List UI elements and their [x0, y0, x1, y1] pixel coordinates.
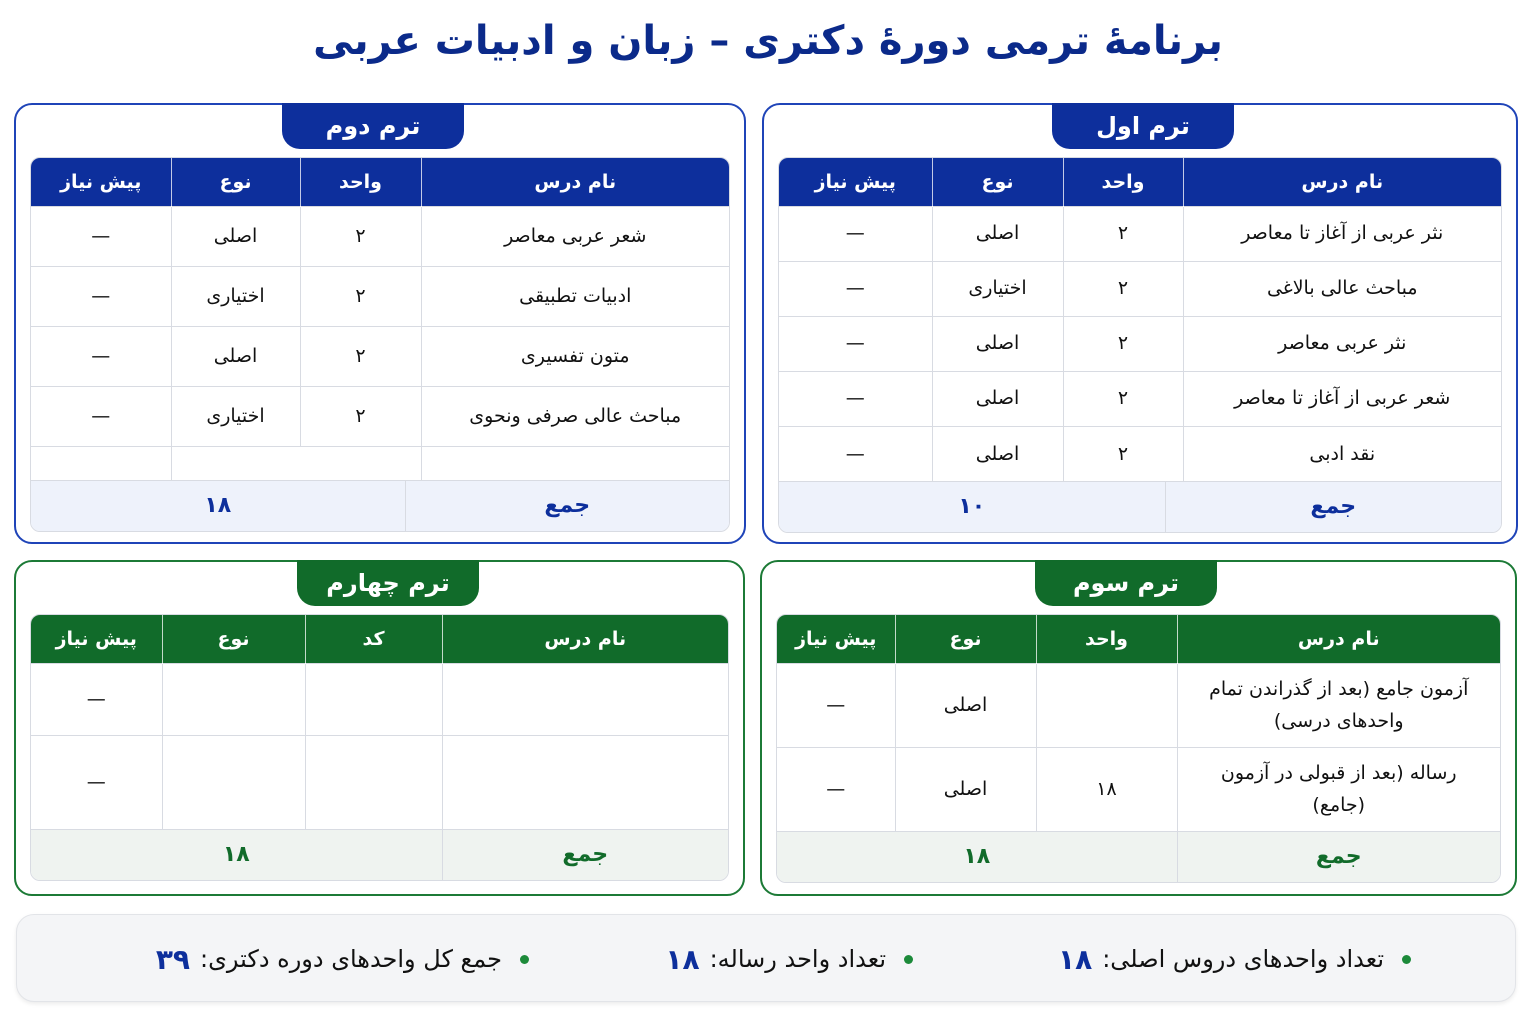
summary-core-label: تعداد واحدهای دروس اصلی: [1102, 945, 1384, 973]
table-row [777, 663, 1500, 747]
total-value: ۱۸ [777, 832, 1177, 882]
term-2-table [30, 157, 730, 532]
total-label: جمع [1177, 832, 1500, 882]
course-units [1036, 663, 1177, 747]
col-header-units: واحد [300, 158, 421, 206]
summary-core-units [1058, 915, 1411, 1003]
course-units: ۲ [300, 386, 421, 446]
col-header-course-name: نام درس [1183, 158, 1501, 206]
term-3-table [776, 614, 1501, 883]
summary-bar [16, 914, 1516, 1002]
course-prerequisite: — [777, 747, 895, 831]
col-header-units: واحد [1036, 615, 1177, 663]
total-value: ۱۸ [31, 481, 405, 531]
course-name: نقد ادبی [1183, 426, 1501, 481]
table-row-empty [31, 446, 729, 480]
col-header-course-name: نام درس [1177, 615, 1500, 663]
course-units: ۲ [1063, 206, 1183, 261]
summary-thesis-units [665, 915, 913, 1003]
course-units: ۲ [1063, 426, 1183, 481]
course-type [162, 735, 305, 829]
term-4-table [30, 614, 729, 881]
course-name: مباحث عالی بالاغی [1183, 261, 1501, 316]
course-type: اصلی [895, 747, 1036, 831]
course-prerequisite: — [31, 266, 171, 326]
course-prerequisite: — [31, 735, 162, 829]
term-2-card [14, 103, 746, 544]
term-1-card [762, 103, 1518, 544]
total-value: ۱۸ [31, 830, 442, 880]
course-type: اختیاری [171, 266, 300, 326]
course-type: اصلی [171, 206, 300, 266]
total-value: ۱۰ [779, 482, 1165, 532]
summary-total-value: ۳۹ [155, 942, 191, 976]
col-header-type: نوع [932, 158, 1063, 206]
course-units: ۲ [1063, 261, 1183, 316]
course-type: اصلی [932, 316, 1063, 371]
col-header-type: نوع [162, 615, 305, 663]
term-1-table [778, 157, 1502, 533]
course-type: اختیاری [171, 386, 300, 446]
course-prerequisite: — [779, 261, 932, 316]
col-header-type: نوع [895, 615, 1036, 663]
term-4-card [14, 560, 745, 896]
term-1-tab: ترم اول [1052, 103, 1234, 149]
col-header-units: واحد [1063, 158, 1183, 206]
summary-total-label: جمع کل واحدهای دوره دکتری: [200, 945, 502, 973]
course-prerequisite: — [779, 316, 932, 371]
table-row [31, 206, 729, 266]
col-header-code: کد [305, 615, 442, 663]
table-row [779, 206, 1501, 261]
table-row [779, 316, 1501, 371]
summary-thesis-value: ۱۸ [665, 942, 700, 976]
course-code [305, 663, 442, 735]
table-row [779, 426, 1501, 481]
col-header-prerequisite: پیش نیاز [31, 158, 171, 206]
summary-core-value: ۱۸ [1058, 942, 1093, 976]
course-name: آزمون جامع (بعد از گذراندن تمام واحدهای درسی) [1177, 663, 1500, 747]
term-2-tab: ترم دوم [282, 103, 464, 149]
course-prerequisite: — [31, 663, 162, 735]
course-code [305, 735, 442, 829]
course-units: ۲ [1063, 316, 1183, 371]
course-units: ۱۸ [1036, 747, 1177, 831]
course-prerequisite: — [31, 326, 171, 386]
course-name: نثر عربی از آغاز تا معاصر [1183, 206, 1501, 261]
course-prerequisite: — [779, 371, 932, 426]
col-header-prerequisite: پیش نیاز [777, 615, 895, 663]
course-name: ادبیات تطبیقی [421, 266, 729, 326]
course-name: شعر عربی از آغاز تا معاصر [1183, 371, 1501, 426]
total-label: جمع [442, 830, 728, 880]
course-name: شعر عربی معاصر [421, 206, 729, 266]
table-row [31, 735, 728, 829]
col-header-course-name: نام درس [442, 615, 728, 663]
summary-thesis-label: تعداد واحد رساله: [709, 945, 886, 973]
table-row [779, 261, 1501, 316]
total-label: جمع [1165, 482, 1501, 532]
course-prerequisite: — [779, 206, 932, 261]
course-type: اصلی [895, 663, 1036, 747]
course-name [442, 735, 728, 829]
course-type: اصلی [932, 426, 1063, 481]
course-units: ۲ [300, 206, 421, 266]
table-row [31, 326, 729, 386]
course-type: اصلی [932, 206, 1063, 261]
course-prerequisite: — [31, 206, 171, 266]
course-type: اصلی [171, 326, 300, 386]
course-prerequisite: — [31, 386, 171, 446]
term-3-tab: ترم سوم [1035, 560, 1217, 606]
page-title: برنامهٔ ترمی دورهٔ دکتری – زبان و ادبیات عربی [313, 18, 1223, 64]
course-name: رساله (بعد از قبولی در آزمون (جامع) [1177, 747, 1500, 831]
course-units: ۲ [300, 266, 421, 326]
col-header-prerequisite: پیش نیاز [779, 158, 932, 206]
course-name: متون تفسیری [421, 326, 729, 386]
course-name: مباحث عالی صرفی ونحوی [421, 386, 729, 446]
term-4-tab: ترم چهارم [297, 560, 479, 606]
course-type [162, 663, 305, 735]
course-type: اصلی [932, 371, 1063, 426]
table-row [31, 386, 729, 446]
course-units: ۲ [300, 326, 421, 386]
table-row [31, 266, 729, 326]
col-header-course-name: نام درس [421, 158, 729, 206]
col-header-type: نوع [171, 158, 300, 206]
course-type: اختیاری [932, 261, 1063, 316]
table-row [777, 747, 1500, 831]
col-header-prerequisite: پیش نیاز [31, 615, 162, 663]
bullet-icon [904, 955, 913, 964]
course-prerequisite: — [779, 426, 932, 481]
table-row [31, 663, 728, 735]
bullet-icon [1402, 955, 1411, 964]
total-label: جمع [405, 481, 729, 531]
summary-total-units [156, 915, 529, 1003]
course-name [442, 663, 728, 735]
course-units: ۲ [1063, 371, 1183, 426]
course-prerequisite: — [777, 663, 895, 747]
term-3-card [760, 560, 1517, 896]
table-row [779, 371, 1501, 426]
bullet-icon [520, 955, 529, 964]
course-name: نثر عربی معاصر [1183, 316, 1501, 371]
